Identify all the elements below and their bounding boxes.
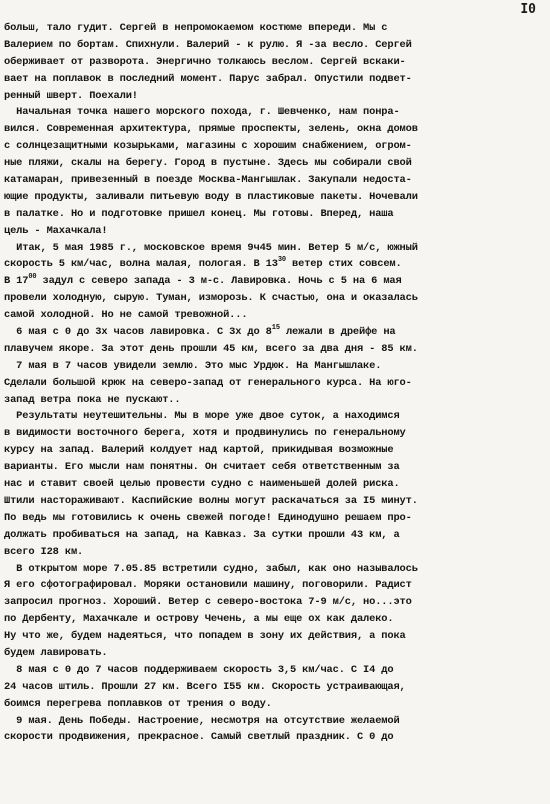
- text-line: скорость 5 км/час, волна малая, пологая. В $13^{30}$ ветер стих совсем.: [4, 256, 402, 271]
- text-line: в видимости восточного берега, хотя и продвинулись по генеральному: [4, 427, 406, 440]
- text-line: самой холодной. Но не самой тревожной...: [4, 309, 248, 322]
- text-line: 7 мая в 7 часов увидели землю. Это мыс Урдюк. На Мангышлаке.: [4, 359, 382, 372]
- text-line: запросил прогноз. Хороший. Ветер с северо-востока 7-9 м/с, но...это: [4, 596, 412, 609]
- text-line: Начальная точка нашего морского похода, г. Шевченко, нам понра-: [4, 106, 400, 119]
- text-line: должать пробиваться на запад, на Кавказ. За сутки прошли 43 км, а: [4, 528, 400, 541]
- text-line: Валерием по бортам. Спихнули. Валерий - к рулю. Я -за весло. Сергей: [4, 38, 412, 51]
- text-line: боимся перегрева поплавков от трения о воду.: [4, 697, 272, 710]
- text-line: Итак, 5 мая 1985 г., московское время 9ч45 мин. Ветер 5 м/с, южный: [4, 241, 418, 254]
- text-line: В $17^{00}$ задул с северо запада - 3 м-с. Лавировка. Ночь с 5 на 6 мая: [4, 273, 402, 288]
- text-line: варианты. Его мысли нам понятны. Он считает себя ответственным за: [4, 461, 400, 474]
- text-line: Результаты неутешительны. Мы в море уже двое суток, а находимся: [4, 410, 400, 423]
- text-line: всего I28 км.: [4, 545, 84, 558]
- text-line: с солнцезащитными козырьками, магазины с хорошим снабжением, огром-: [4, 140, 412, 153]
- text-line: вает на поплавок в последний момент. Парус забрал. Опустили подвет-: [4, 72, 412, 85]
- text-line: Я его сфотографировал. Моряки остановили машину, поговорили. Радист: [4, 579, 412, 592]
- text-line: плавучем якоре. За этот день прошли 45 км, всего за два дня - 85 км.: [4, 342, 418, 355]
- text-line: ренный шверт. Поехали!: [4, 89, 138, 102]
- text-line: Сделали большой крюк на северо-запад от генерального курса. На юго-: [4, 376, 412, 389]
- text-line: Штили настораживают. Каспийские волны могут раскачаться за I5 минут.: [4, 494, 418, 507]
- text-line: 8 мая с 0 до 7 часов поддерживаем скорость 3,5 км/час. С I4 до: [4, 663, 394, 676]
- text-line: курсу на запад. Валерий колдует над картой, прикидывая возможные: [4, 444, 394, 457]
- text-line: нас и ставит своей целью провести судно с наименьшей долей риска.: [4, 478, 400, 491]
- text-line: вился. Современная архитектура, прямые проспекты, зелень, окна домов: [4, 123, 418, 136]
- text-line: катамаран, привезенный в поезде Москва-Мангышлак. Закупали недоста-: [4, 174, 412, 187]
- text-line: 6 мая с 0 до 3х часов лавировка. С 3х до $8^{15}$ лежали в дрейфе на: [4, 324, 396, 339]
- text-line: ющие продукты, заливали питьевую воду в пластиковые пакеты. Ночевали: [4, 190, 418, 203]
- text-line: по Дербенту, Махачкале и острову Чечень, а мы еще ох как далеко.: [4, 613, 394, 626]
- text-line: ные пляжи, скалы на берегу. Город в пустыне. Здесь мы собирали свой: [4, 157, 412, 170]
- text-line: В открытом море 7.05.85 встретили судно, забыл, как оно называлось: [4, 562, 418, 575]
- text-line: цель - Махачкала!: [4, 224, 108, 237]
- page-body-text: [4, 20, 544, 746]
- text-line: По ведь мы готовились к очень свежей погоде! Единодушно решаем про-: [4, 511, 412, 524]
- text-line: в палатке. Но и подготовке пришел конец. Мы готовы. Вперед, наша: [4, 207, 394, 220]
- text-line: Ну что же, будем надеяться, что попадем в зону их действия, а пока: [4, 630, 406, 643]
- text-line: запад ветра пока не пускают..: [4, 393, 181, 406]
- text-line: скорости продвижения, прекрасное. Самый светлый праздник. С 0 до: [4, 731, 394, 744]
- text-line: больш, тало гудит. Сергей в непромокаемом костюме впереди. Мы с: [4, 22, 388, 34]
- text-line: 9 мая. День Победы. Настроение, несмотря на отсутствие желаемой: [4, 714, 400, 727]
- page-number: I0: [520, 2, 536, 17]
- text-line: провели холодную, сырую. Туман, изморозь. К счастью, она и оказалась: [4, 292, 418, 305]
- text-line: оберживает от разворота. Энергично толкаюсь веслом. Сергей вскаки-: [4, 55, 406, 68]
- text-line: будем лавировать.: [4, 646, 108, 659]
- text-line: 24 часов штиль. Прошли 27 км. Всего I55 км. Скорость устраивающая,: [4, 680, 406, 693]
